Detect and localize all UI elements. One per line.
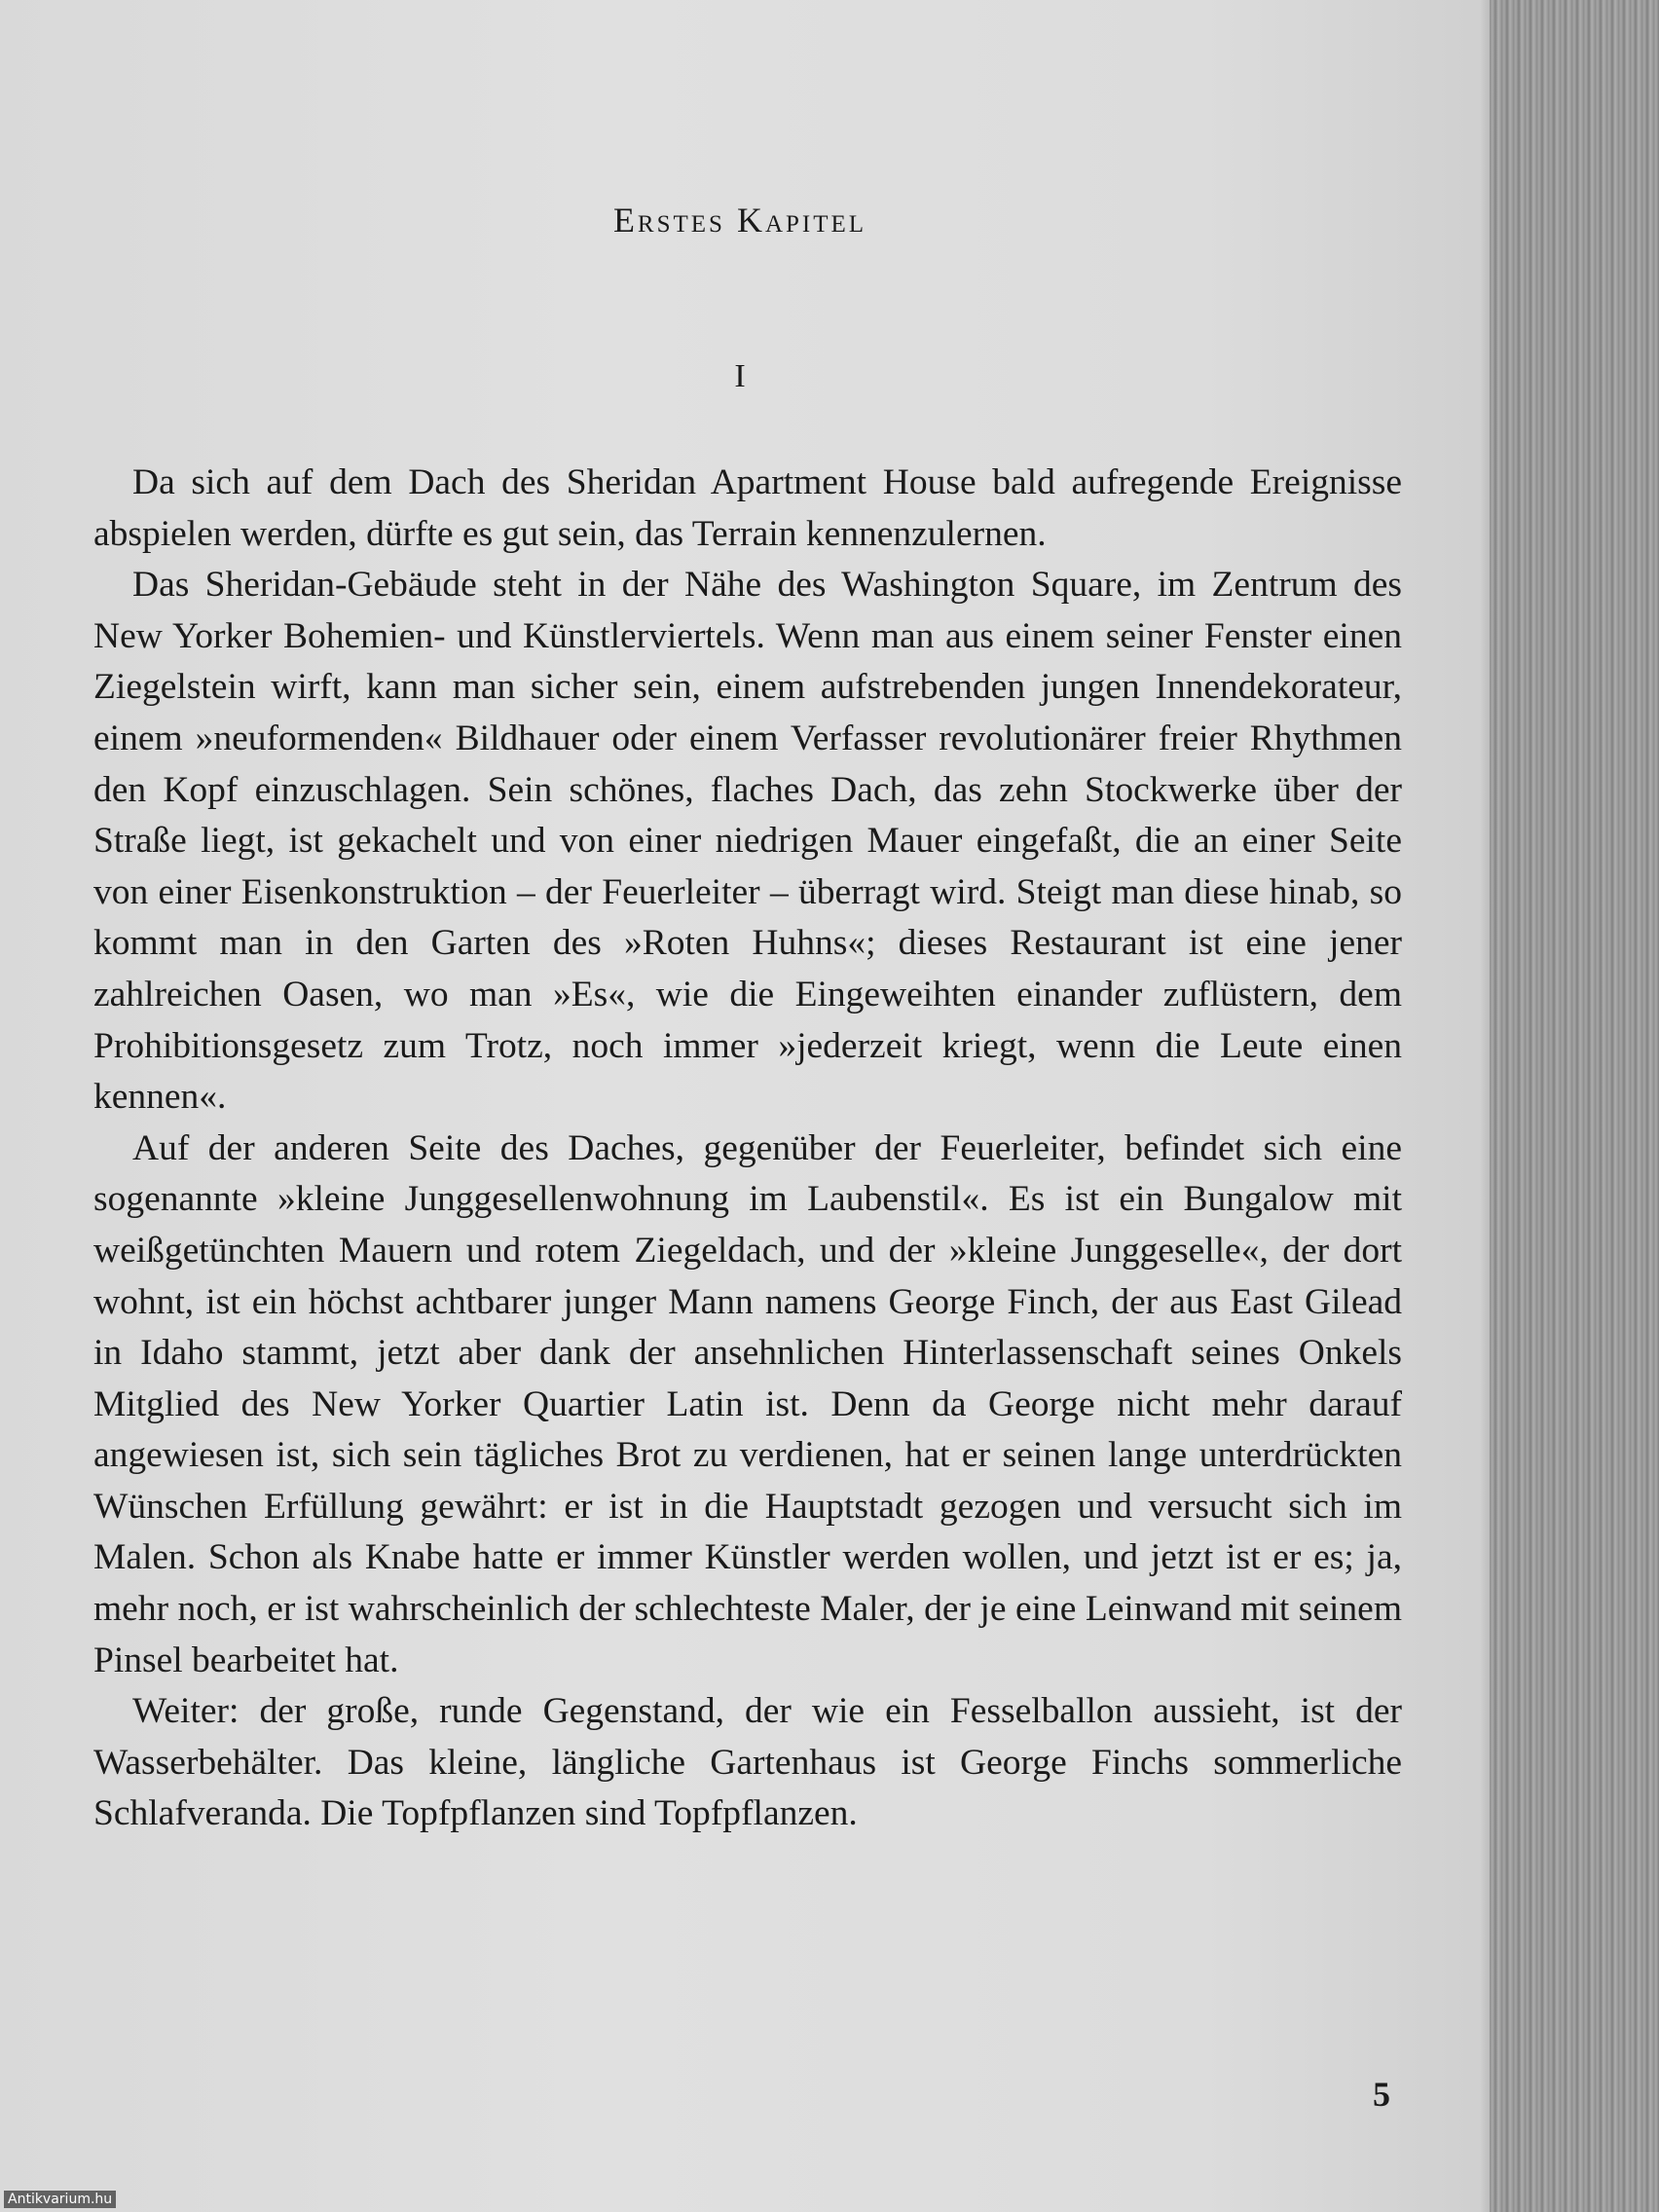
page-number: 5 (1373, 2075, 1390, 2114)
paragraph-3: Auf der anderen Seite des Daches, gegenüber der Feuerleiter, befindet sich eine sogenannte »kleine Junggesellenwohnung im Laubenstil«. Es ist ein Bungalow mit weißgetünchten Mauern und rotem Ziegeldach, und der »kleine Junggeselle«, der dort wohnt, ist ein höchst achtbarer junger Mann namens George Finch, der aus East Gilead in Idaho stammt, jetzt aber dank der ansehnlichen Hinterlassenschaft seines Onkels Mitglied des New Yorker Quartier Latin ist. Denn da George nicht mehr darauf angewiesen ist, sich sein tägliches Brot zu verdienen, hat er seinen lange unterdrückten Wünschen Erfüllung gewährt: er ist in die Hauptstadt gezogen und versucht sich im Malen. Schon als Knabe hatte er immer Künstler werden wollen, und jetzt ist er es; ja, mehr noch, er ist wahrscheinlich der schlechteste Maler, der je eine Leinwand mit seinem Pinsel bearbeitet hat. (93, 1127, 1402, 1680)
watermark: Antikvarium.hu (4, 2191, 116, 2208)
body-text (93, 458, 1402, 1840)
paragraph-1: Da sich auf dem Dach des Sheridan Apartment House bald aufregende Ereignisse abspielen werden, dürfte es gut sein, das Terrain kennenzulernen. (93, 462, 1402, 554)
section-number: I (734, 358, 746, 394)
stacked-pages-edge (1490, 0, 1659, 2212)
paragraph-2: Das Sheridan-Gebäude steht in der Nähe des Washington Square, im Zentrum des New Yorker Bohemien- und Künstlerviertels. Wenn man aus einem seiner Fenster einen Ziegelstein wirft, kann man sicher sein, einem aufstrebenden jungen Innendekorateur, einem »neuformenden« Bildhauer oder einem Verfasser revolutionärer freier Rhythmen den Kopf einzuschlagen. Sein schönes, flaches Dach, das zehn Stockwerke über der Straße liegt, ist gekachelt und von einer niedrigen Mauer eingefaßt, die an einer Seite von einer Eisenkonstruktion – der Feuerleiter – überragt wird. Steigt man diese hinab, so kommt man in den Garten des »Roten Huhns«; dieses Restaurant ist eine jener zahlreichen Oasen, wo man »Es«, wie die Eingeweihten einander zuflüstern, dem Prohibitionsgesetz zum Trotz, noch immer »jederzeit kriegt, wenn die Leute einen kennen«. (93, 565, 1402, 1118)
chapter-title: Erstes Kapitel (612, 201, 867, 240)
paragraph-4: Weiter: der große, runde Gegenstand, der wie ein Fesselballon aussieht, ist der Wasserbehälter. Das kleine, längliche Gartenhaus ist George Finchs sommerliche Schlafveranda. Die Topfpflanzen sind Topfpflanzen. (93, 1691, 1402, 1834)
